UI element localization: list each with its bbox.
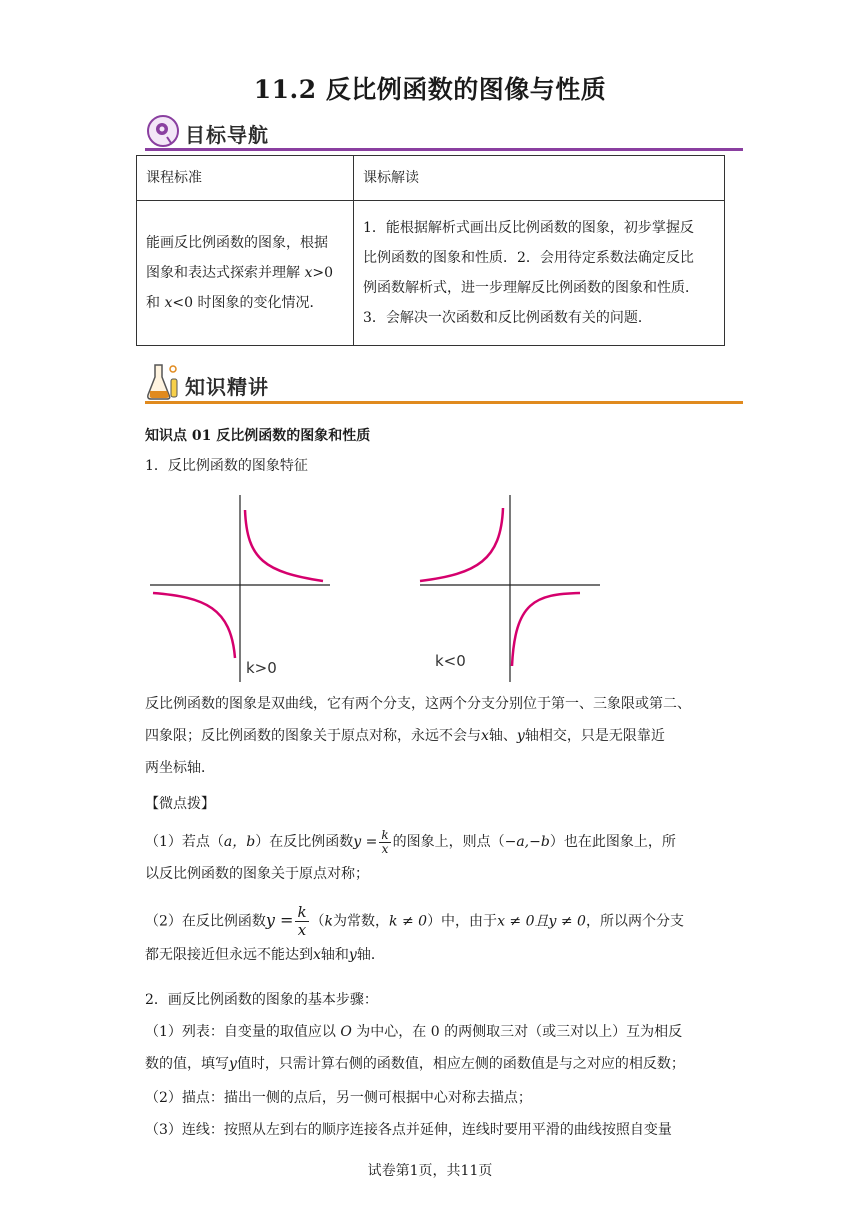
banner-label: 知识精讲: [185, 375, 269, 399]
item-2-heading: 2．画反比例函数的图象的基本步骤：: [145, 992, 378, 1008]
brain-head-icon: [145, 113, 181, 149]
page-title: 11.2 反比例函数的图像与性质: [253, 75, 607, 104]
graph-k-positive: [145, 490, 335, 685]
tip-2: （2）在反比例函数y = $\frac{k}{x}$ （k为常数，k ≠ 0）中，由于x ≠ 0且y ≠ 0，所以两个分支 都无限接近但永远不能达到x轴和y轴．: [145, 903, 684, 963]
hyperbola-branch-q3: [153, 593, 235, 658]
page-footer: 试卷第1页，共11页: [367, 1163, 493, 1179]
standards-table: [136, 155, 725, 346]
hyperbola-branch-q4: [512, 593, 580, 666]
graph-description: 反比例函数的图象是双曲线，它有两个分支，这两个分支分别位于第一、三象限或第二、 四象限；反比例函数的图象关于原点对称，永远不会与x轴、y轴相交，只是无限靠近 两坐标轴．: [145, 696, 691, 776]
table-cell-interpretation: 1．能根据解析式画出反比例函数的图象，初步掌握反 比例函数的图象和性质．2．会用待定系数法确定反比 例函数解析式，进一步理解反比例函数的图象和性质． 3．会解决一次函数和反比例函数有关的问题．: [354, 201, 725, 346]
step-1: （1）列表：自变量的取值应以 O 为中心，在 0 的两侧取三对（或三对以上）互为相反 数的值，填写y值时，只需计算右侧的函数值，相应左侧的函数值是与之对应的相反数；: [145, 1024, 685, 1072]
graph-label: k>0: [246, 659, 277, 677]
banner-rule: [145, 148, 743, 151]
tip-heading: 【微点拨】: [145, 796, 215, 812]
graph-label: k<0: [435, 652, 466, 670]
fraction-k-over-x: $\frac{k}{x}$: [381, 827, 389, 856]
fraction-k-over-x: $\frac{k}{x}$: [297, 903, 307, 939]
banner-rule: [145, 401, 743, 404]
graph-k-negative: [415, 490, 605, 685]
table-row: [137, 201, 725, 346]
banner-label: 目标导航: [185, 123, 269, 147]
goal-navigation-banner: [145, 113, 743, 153]
tip-1: （1）若点（a，b）在反比例函数y = $\frac{k}{x}$ 的图象上，则点（−a,−b）也在此图象上，所 以反比例函数的图象关于原点对称；: [145, 827, 676, 882]
knowledge-banner: [145, 361, 743, 401]
header-cell: 课标解读: [354, 156, 725, 201]
step-2: （2）描点：描出一侧的点后，另一侧可根据中心对称去描点；: [145, 1090, 532, 1106]
section-heading: 知识点 01 反比例函数的图象和性质: [145, 428, 371, 444]
item-1-heading: 1．反比例函数的图象特征: [145, 458, 308, 474]
table-header-row: [137, 156, 725, 201]
hyperbola-branch-q1: [245, 510, 323, 581]
hyperbola-branch-q2: [420, 508, 503, 581]
step-3: （3）连线：按照从左到右的顺序连接各点并延伸，连线时要用平滑的曲线按照自变量: [145, 1122, 672, 1138]
flask-icon: [145, 361, 181, 401]
table-cell-standard: 能画反比例函数的图象，根据 图象和表达式探索并理解 x>0 和 x<0 时图象的变化情况．: [137, 201, 354, 346]
header-cell: 课程标准: [137, 156, 354, 201]
